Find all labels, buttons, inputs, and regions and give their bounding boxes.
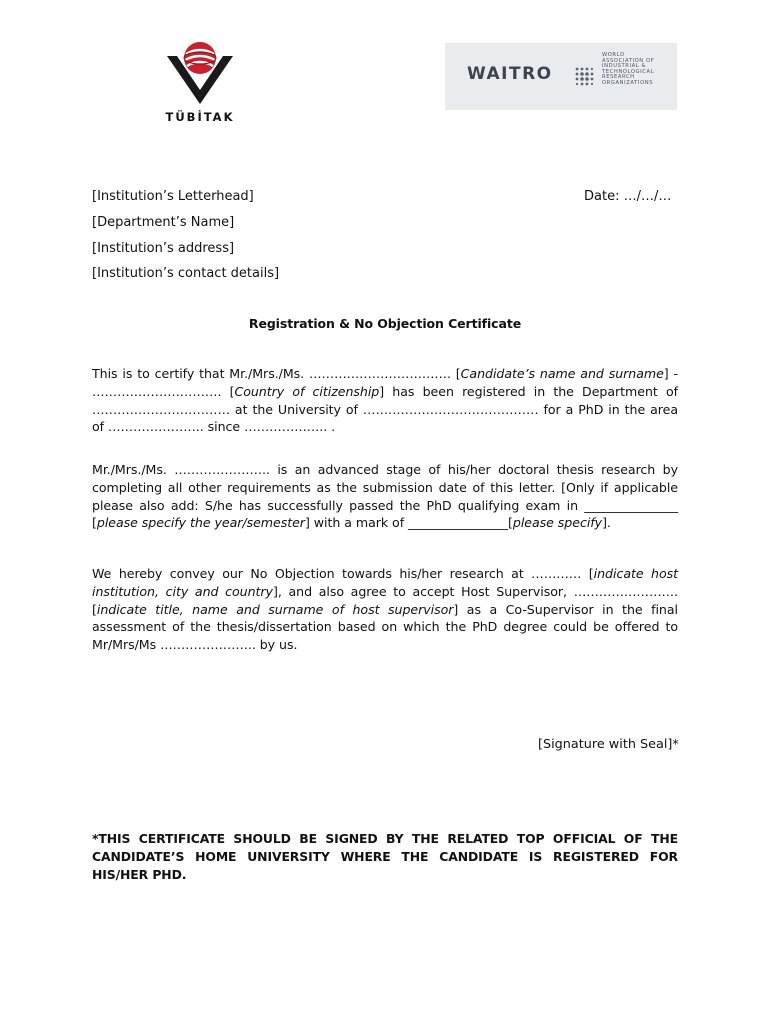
tubitak-emblem-icon xyxy=(167,38,233,106)
institution-letterhead: [Institution’s Letterhead] xyxy=(92,189,254,204)
tubitak-logo xyxy=(160,38,240,130)
waitro-wordmark: WAITRO xyxy=(467,64,553,84)
date-line: Date: …/…/… xyxy=(584,189,672,204)
document-title: Registration & No Objection Certificate xyxy=(248,316,522,331)
waitro-dots-icon xyxy=(573,65,595,87)
institution-address: [Institution’s address] xyxy=(92,241,235,256)
no-objection-paragraph: We hereby convey our No Objection towards his/her research at ………… [indicate host institution, city and country], and also agree to accept Host Supervisor, ……………………. [indicate title, name and surname of host supervisor] as a Co-Supervisor in the final assessment of the thesis/dissertation based on which the PhD degree could be offered to Mr/Mrs/Ms ………………….. by us. xyxy=(92,566,679,653)
certification-paragraph: This is to certify that Mr./Mrs./Ms. ……………………………. [Candidate’s name and surname] - …………………………. [Country of citizenship] has been registered in the Department of …………………………… at the University of …………………………………… for a PhD in the area of ………………….. since ……………….. . xyxy=(92,366,678,435)
signature-line: [Signature with Seal]* xyxy=(538,737,679,752)
waitro-tagline: WORLD ASSOCIATION OF INDUSTRIAL & TECHNOLOGICAL RESEARCH ORGANIZATIONS xyxy=(602,52,655,86)
institution-contact: [Institution’s contact details] xyxy=(92,266,280,281)
department-name: [Department’s Name] xyxy=(92,215,235,230)
progress-paragraph: Mr./Mrs./Ms. ………………….. is an advanced stage of his/her doctoral thesis research by completing all other requirements as the submission date of this letter. [Only if applicable please also add: S/he has successfully passed the PhD qualifying exam in _______________ [please specify the year/semester] with a mark of ________________[please specify]. xyxy=(92,462,678,531)
tubitak-wordmark: TÜBİTAK xyxy=(165,110,235,124)
waitro-logo xyxy=(445,43,677,110)
footnote: *THIS CERTIFICATE SHOULD BE SIGNED BY THE RELATED TOP OFFICIAL OF THE CANDIDATE’S HOME UNIVERSITY WHERE THE CANDIDATE IS REGISTERED FOR HIS/HER PHD. xyxy=(92,831,678,882)
